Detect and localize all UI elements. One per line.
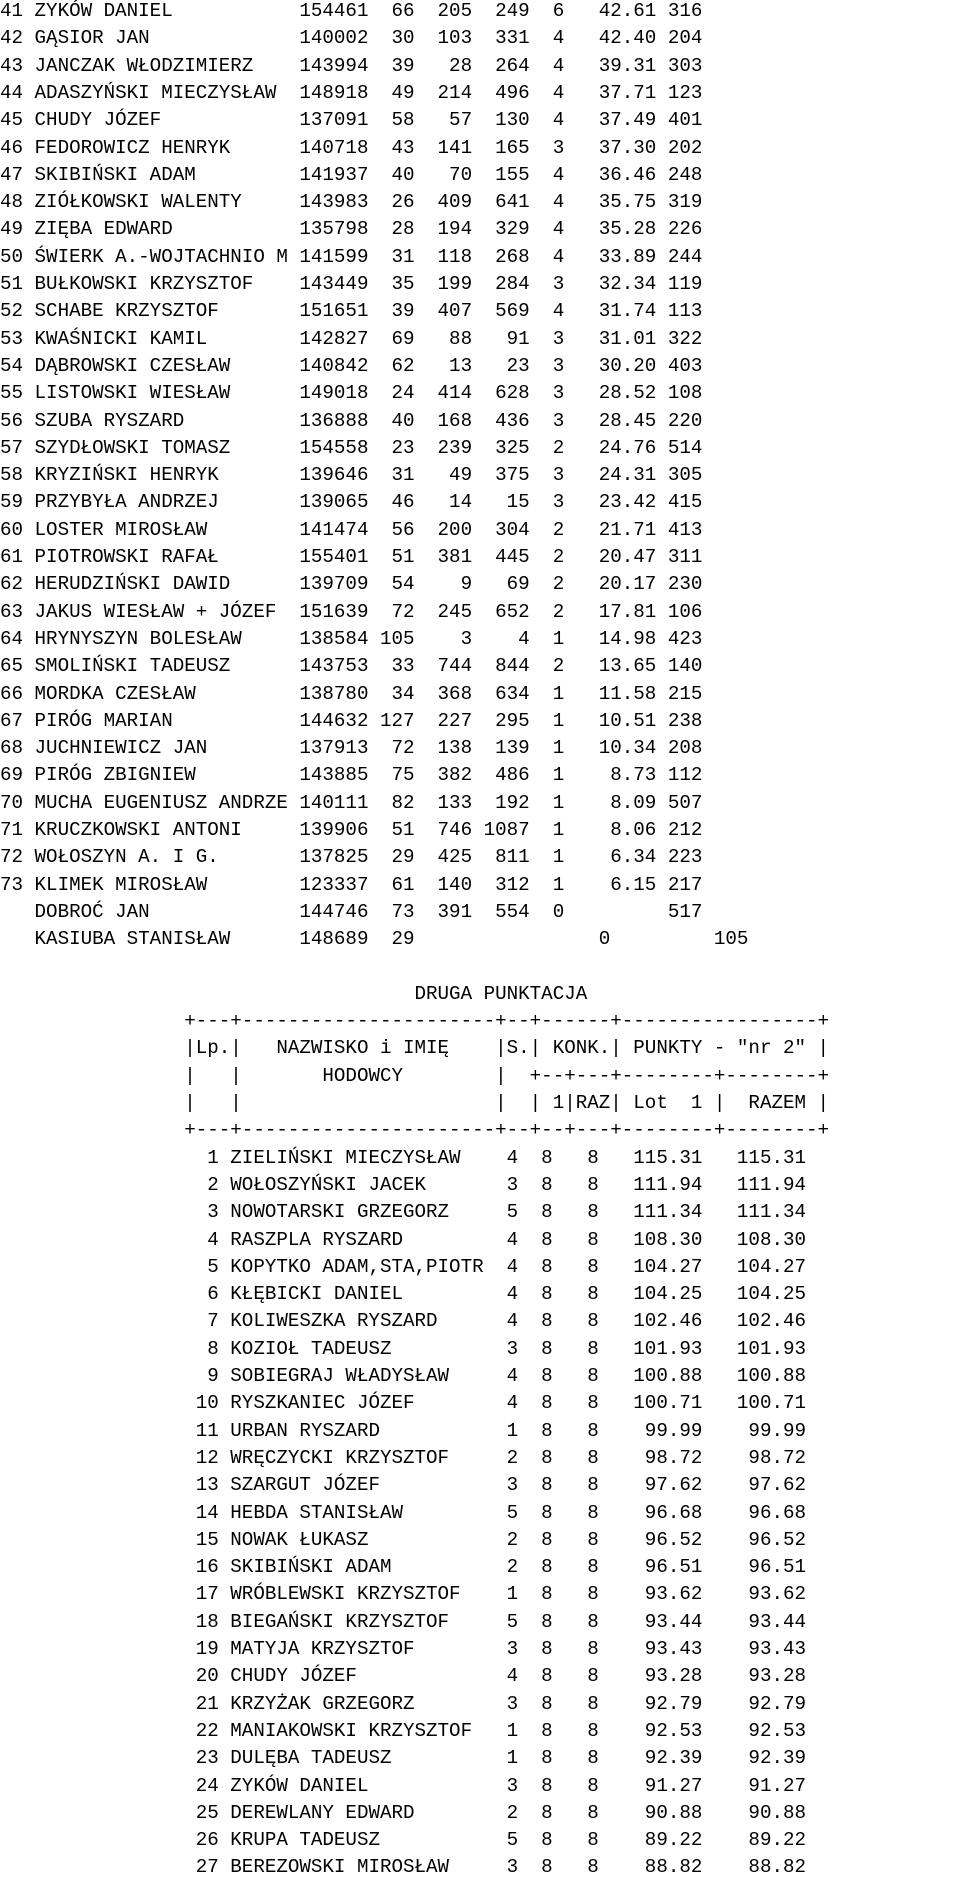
table-header-line: +---+----------------------+--+------+-----------------+ [0,1010,830,1033]
ranking-row: 13 SZARGUT JÓZEF 3 8 8 97.62 97.62 [0,1474,807,1497]
ranking-row: 3 NOWOTARSKI GRZEGORZ 5 8 8 111.34 111.34 [0,1201,807,1224]
ranking-row: 8 KOZIOŁ TADEUSZ 3 8 8 101.93 101.93 [0,1337,807,1360]
table-header-line: | | | | 1|RAZ| Lot 1 | RAZEM | [0,1092,830,1114]
ranking-row: 26 KRUPA TADEUSZ 5 8 8 89.22 89.22 [0,1829,807,1852]
table-header-line: | | HODOWCY | +--+---+--------+--------+ [0,1064,830,1087]
ranking-row: 69 PIRÓG ZBIGNIEW 143885 75 382 486 1 8.73 112 [0,764,703,787]
ranking-row: 15 NOWAK ŁUKASZ 2 8 8 96.52 96.52 [0,1528,807,1551]
ranking-row: 60 LOSTER MIROSŁAW 141474 56 200 304 2 21.71 413 [0,518,703,541]
ranking-row: 17 WRÓBLEWSKI KRZYSZTOF 1 8 8 93.62 93.62 [0,1583,807,1606]
ranking-row: 20 CHUDY JÓZEF 4 8 8 93.28 93.28 [0,1665,807,1688]
ranking-row: 64 HRYNYSZYN BOLESŁAW 138584 105 3 4 1 14.98 423 [0,627,703,650]
ranking-row: 16 SKIBIŃSKI ADAM 2 8 8 96.51 96.51 [0,1556,807,1579]
ranking-row: 72 WOŁOSZYN A. I G. 137825 29 425 811 1 6.34 223 [0,846,703,869]
table-header-line: +---+----------------------+--+--+---+--------+--------+ [0,1119,830,1142]
ranking-row: 54 DĄBROWSKI CZESŁAW 140842 62 13 23 3 30.20 403 [0,354,703,377]
ranking-row: 56 SZUBA RYSZARD 136888 40 168 436 3 28.45 220 [0,409,703,432]
ranking-row: 42 GĄSIOR JAN 140002 30 103 331 4 42.40 204 [0,27,703,50]
ranking-row: 44 ADASZYŃSKI MIECZYSŁAW 148918 49 214 496 4 37.71 123 [0,81,703,104]
ranking-row: 50 ŚWIERK A.-WOJTACHNIO M 141599 31 118 268 4 33.89 244 [0,245,703,268]
ranking-row: 23 DULĘBA TADEUSZ 1 8 8 92.39 92.39 [0,1747,807,1770]
ranking-row: 25 DEREWLANY EDWARD 2 8 8 90.88 90.88 [0,1801,807,1824]
ranking-row: 10 RYSZKANIEC JÓZEF 4 8 8 100.71 100.71 [0,1392,807,1415]
ranking-row: 7 KOLIWESZKA RYSZARD 4 8 8 102.46 102.46 [0,1310,807,1333]
ranking-row: DOBROĆ JAN 144746 73 391 554 0 517 [0,900,703,923]
ranking-row: 48 ZIÓŁKOWSKI WALENTY 143983 26 409 641 4 35.75 319 [0,191,703,214]
ranking-row: 46 FEDOROWICZ HENRYK 140718 43 141 165 3 37.30 202 [0,136,703,159]
ranking-row: KASIUBA STANISŁAW 148689 29 0 105 [0,928,749,951]
ranking-row: 51 BUŁKOWSKI KRZYSZTOF 143449 35 199 284 3 32.34 119 [0,273,703,295]
ranking-row: 6 KŁĘBICKI DANIEL 4 8 8 104.25 104.25 [0,1283,807,1306]
ranking-row: 9 SOBIEGRAJ WŁADYSŁAW 4 8 8 100.88 100.88 [0,1365,807,1387]
ranking-row: 67 PIRÓG MARIAN 144632 127 227 295 1 10.51 238 [0,709,703,732]
ranking-row: 61 PIOTROWSKI RAFAŁ 155401 51 381 445 2 20.47 311 [0,546,703,568]
ranking-row: 59 PRZYBYŁA ANDRZEJ 139065 46 14 15 3 23.42 415 [0,491,703,514]
ranking-row: 22 MANIAKOWSKI KRZYSZTOF 1 8 8 92.53 92.53 [0,1719,807,1742]
ranking-row: 65 SMOLIŃSKI TADEUSZ 143753 33 744 844 2 13.65 140 [0,655,703,678]
section-title: DRUGA PUNKTACJA [0,982,588,1005]
ranking-row: 58 KRYZIŃSKI HENRYK 139646 31 49 375 3 24.31 305 [0,464,703,487]
ranking-row: 1 ZIELIŃSKI MIECZYSŁAW 4 8 8 115.31 115.31 [0,1146,807,1169]
ranking-row: 68 JUCHNIEWICZ JAN 137913 72 138 139 1 10.34 208 [0,737,703,760]
ranking-row: 66 MORDKA CZESŁAW 138780 34 368 634 1 11.58 215 [0,682,703,705]
ranking-row: 73 KLIMEK MIROSŁAW 123337 61 140 312 1 6.15 217 [0,873,703,896]
ranking-row: 43 JANCZAK WŁODZIMIERZ 143994 39 28 264 4 39.31 303 [0,54,703,77]
ranking-row: 19 MATYJA KRZYSZTOF 3 8 8 93.43 93.43 [0,1638,807,1660]
ranking-row: 21 KRZYŻAK GRZEGORZ 3 8 8 92.79 92.79 [0,1692,807,1715]
ranking-row: 47 SKIBIŃSKI ADAM 141937 40 70 155 4 36.46 248 [0,163,703,186]
ranking-row: 62 HERUDZIŃSKI DAWID 139709 54 9 69 2 20.17 230 [0,573,703,596]
ranking-row: 55 LISTOWSKI WIESŁAW 149018 24 414 628 3 28.52 108 [0,382,703,405]
ranking-row: 11 URBAN RYSZARD 1 8 8 99.99 99.99 [0,1419,807,1442]
ranking-row: 12 WRĘCZYCKI KRZYSZTOF 2 8 8 98.72 98.72 [0,1446,807,1469]
ranking-row: 2 WOŁOSZYŃSKI JACEK 3 8 8 111.94 111.94 [0,1173,807,1196]
ranking-row: 63 JAKUS WIESŁAW + JÓZEF 151639 72 245 652 2 17.81 106 [0,600,703,623]
ranking-row: 71 KRUCZKOWSKI ANTONI 139906 51 746 1087 1 8.06 212 [0,819,703,841]
ranking-row: 24 ZYKÓW DANIEL 3 8 8 91.27 91.27 [0,1774,807,1797]
ranking-row: 53 KWAŚNICKI KAMIL 142827 69 88 91 3 31.01 322 [0,327,703,350]
ranking-row: 45 CHUDY JÓZEF 137091 58 57 130 4 37.49 401 [0,109,703,132]
ranking-row: 57 SZYDŁOWSKI TOMASZ 154558 23 239 325 2 24.76 514 [0,436,703,459]
ranking-row: 4 RASZPLA RYSZARD 4 8 8 108.30 108.30 [0,1228,807,1251]
ranking-row: 70 MUCHA EUGENIUSZ ANDRZE 140111 82 133 192 1 8.09 507 [0,791,703,814]
ranking-row: 41 ZYKÓW DANIEL 154461 66 205 249 6 42.61 316 [0,0,703,22]
ranking-row: 18 BIEGAŃSKI KRZYSZTOF 5 8 8 93.44 93.44 [0,1610,807,1633]
table-header-line: |Lp.| NAZWISKO i IMIĘ |S.| KONK.| PUNKTY - "nr 2" | [0,1037,830,1060]
ranking-row: 14 HEBDA STANISŁAW 5 8 8 96.68 96.68 [0,1501,807,1524]
ranking-row: 5 KOPYTKO ADAM,STA,PIOTR 4 8 8 104.27 104.27 [0,1255,807,1278]
ranking-row: 27 BEREZOWSKI MIROSŁAW 3 8 8 88.82 88.82 [0,1856,807,1879]
ranking-row: 52 SCHABE KRZYSZTOF 151651 39 407 569 4 31.74 113 [0,300,703,323]
ranking-row: 49 ZIĘBA EDWARD 135798 28 194 329 4 35.28 226 [0,218,703,241]
